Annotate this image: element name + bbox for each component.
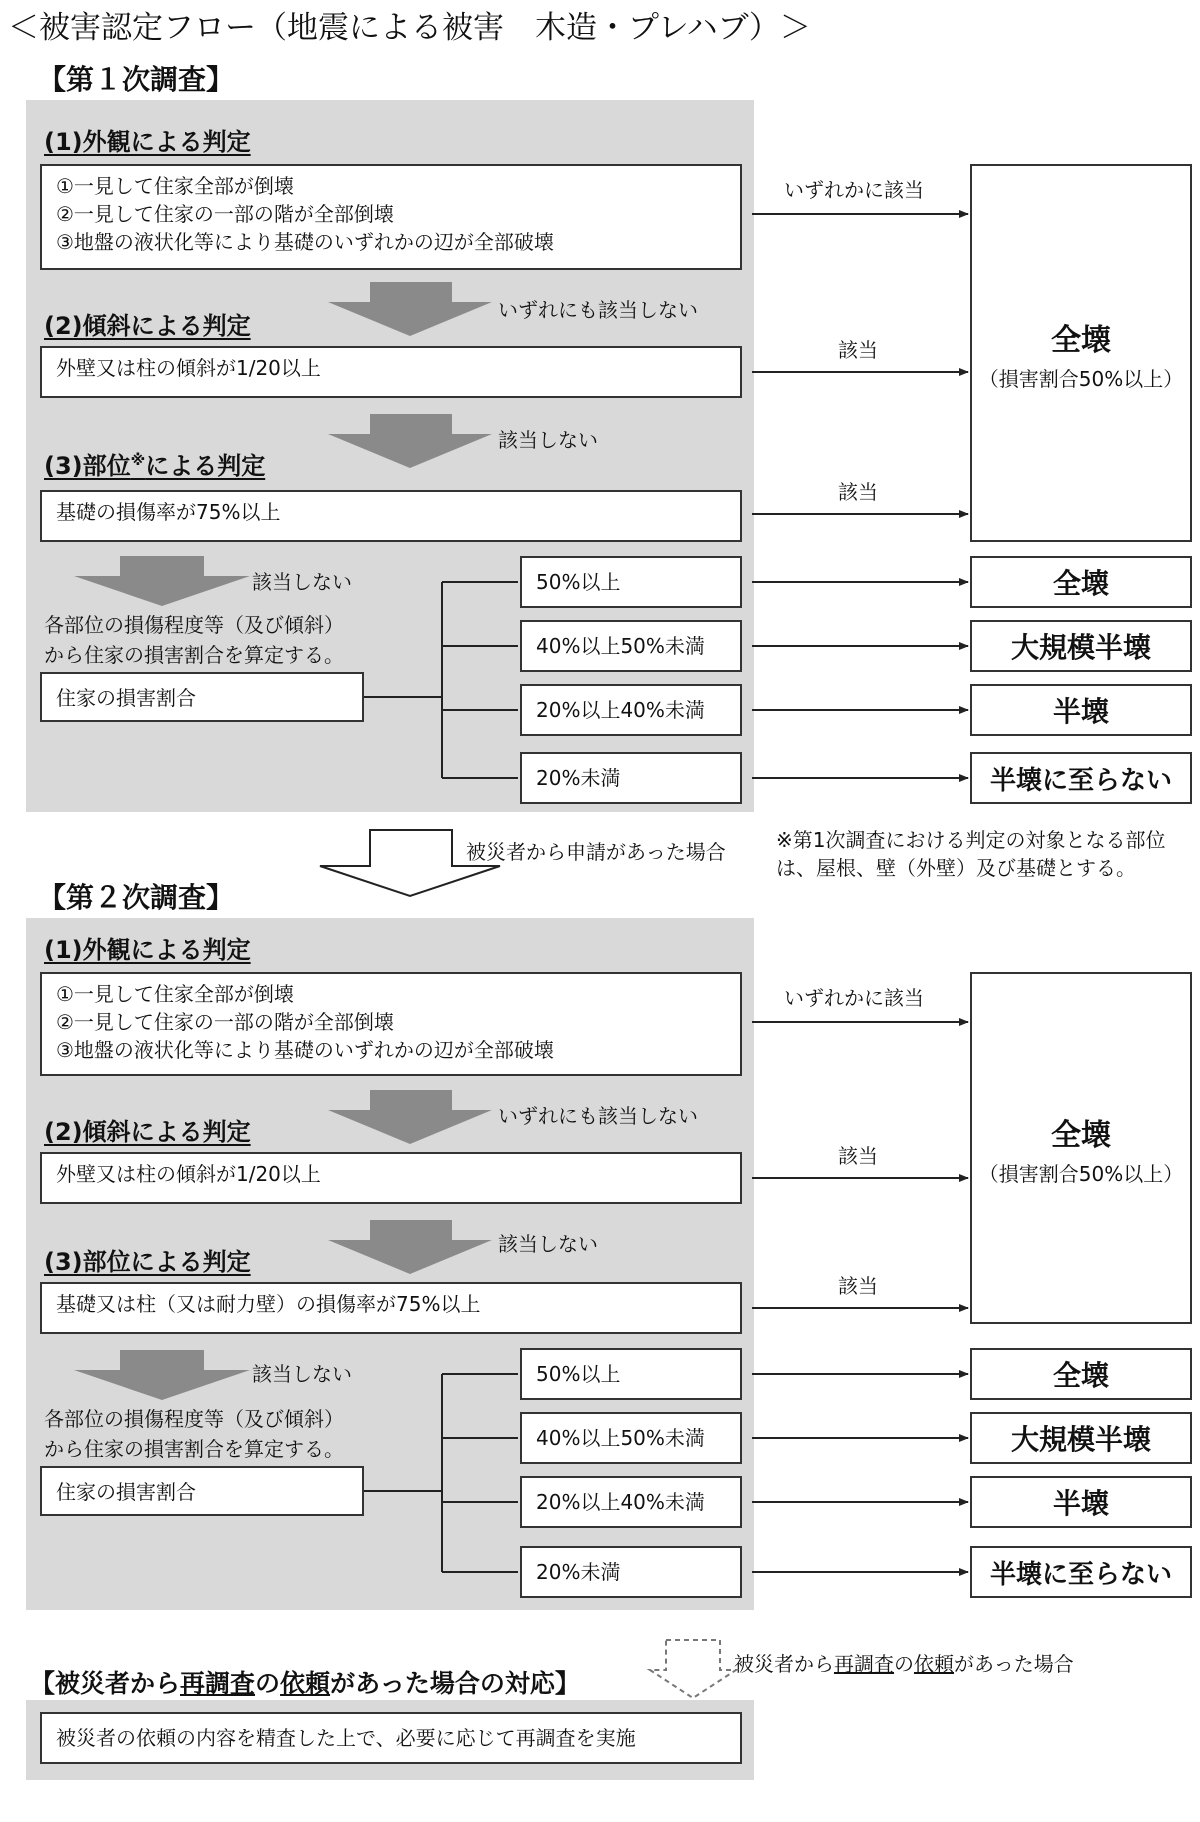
survey2-step1-no-label: いずれにも該当しない <box>498 1104 698 1128</box>
survey1-total-sub: （損害割合50%以上） <box>978 366 1184 391</box>
survey1-step3-title: (3)部位※による判定 <box>44 451 266 480</box>
survey1-step1-no-label: いずれにも該当しない <box>498 298 698 322</box>
survey1-step2-arrow-label: 該当 <box>838 338 878 362</box>
survey2-step1-title: (1)外観による判定 <box>44 936 251 964</box>
survey2-range-box: 50%以上 <box>520 1348 742 1400</box>
footnote: ※第1次調査における判定の対象となる部位は、屋根、壁（外壁）及び基礎とする。 <box>776 828 1166 880</box>
survey2-step1-item: ③地盤の液状化等により基礎のいずれかの辺が全部破壊 <box>56 1038 554 1062</box>
survey1-total-main: 全壊 <box>1051 322 1111 358</box>
survey1-result-box: 全壊 <box>970 556 1192 608</box>
survey2-header: 【第２次調査】 <box>38 881 235 914</box>
survey2-step2-title: (2)傾斜による判定 <box>44 1118 251 1146</box>
survey2-result-box: 大規模半壊 <box>970 1412 1192 1464</box>
survey1-step1-item: ③地盤の液状化等により基礎のいずれかの辺が全部破壊 <box>56 230 554 254</box>
survey2-range-box: 20%未満 <box>520 1546 742 1598</box>
survey2-step3-arrow-label: 該当 <box>838 1274 878 1298</box>
survey1-step1-item: ②一見して住家の一部の階が全部倒壊 <box>56 202 394 226</box>
page-title: ＜被害認定フロー（地震による被害 木造・プレハブ）＞ <box>8 10 811 46</box>
survey2-step2-arrow-label: 該当 <box>838 1144 878 1168</box>
footnote-mark: ※ <box>130 451 146 469</box>
survey2-result-box: 半壊 <box>970 1476 1192 1528</box>
survey1-step1-item: ①一見して住家全部が倒壊 <box>56 174 294 198</box>
survey2-step1-arrow-label: いずれかに該当 <box>784 986 924 1010</box>
down-block-arrow <box>328 414 492 468</box>
survey2-step1-item: ①一見して住家全部が倒壊 <box>56 982 294 1006</box>
survey2-total-main: 全壊 <box>1051 1117 1111 1153</box>
resurvey-header: 【被災者から再調査の依頼があった場合の対応】 <box>30 1669 580 1698</box>
survey2-step1-item: ②一見して住家の一部の階が全部倒壊 <box>56 1010 394 1034</box>
survey2-step2-no-label: 該当しない <box>498 1232 598 1256</box>
down-block-arrow <box>328 282 492 336</box>
survey2-result-box: 全壊 <box>970 1348 1192 1400</box>
survey1-range-box: 20%以上40%未満 <box>520 684 742 736</box>
down-block-arrow <box>328 1090 492 1144</box>
down-block-arrow <box>74 1350 250 1400</box>
survey1-range-box: 20%未満 <box>520 752 742 804</box>
survey1-result-box: 大規模半壊 <box>970 620 1192 672</box>
survey1-result-box: 半壊に至らない <box>970 752 1192 804</box>
survey2-ratio-label: 住家の損害割合 <box>56 1480 196 1504</box>
survey1-step2-no-label: 該当しない <box>498 428 598 452</box>
survey1-calc-text: 各部位の損傷程度等（及び傾斜） から住家の損害割合を算定する。 <box>44 613 344 667</box>
survey1-header: 【第１次調査】 <box>38 63 235 96</box>
survey1-ratio-label: 住家の損害割合 <box>56 686 196 710</box>
survey1-step1-arrow-label: いずれかに該当 <box>784 178 924 202</box>
survey1-step3-no-label: 該当しない <box>252 570 352 594</box>
resurvey-dashed-arrow <box>650 1640 736 1698</box>
survey1-step1-title: (1)外観による判定 <box>44 128 251 156</box>
survey1-step3-arrow-label: 該当 <box>838 480 878 504</box>
resurvey-label: 被災者から再調査の依頼があった場合 <box>734 1652 1074 1676</box>
survey2-step3-no-label: 該当しない <box>252 1362 352 1386</box>
survey2-step3-title: (3)部位による判定 <box>44 1248 251 1276</box>
survey2-range-box: 40%以上50%未満 <box>520 1412 742 1464</box>
survey2-step2-text: 外壁又は柱の傾斜が1/20以上 <box>56 1162 321 1186</box>
survey2-range-box: 20%以上40%未満 <box>520 1476 742 1528</box>
transition-label: 被災者から申請があった場合 <box>466 840 726 864</box>
survey2-total-sub: （損害割合50%以上） <box>978 1161 1184 1186</box>
survey1-range-box: 40%以上50%未満 <box>520 620 742 672</box>
survey2-result-box: 半壊に至らない <box>970 1546 1192 1598</box>
transition-arrow <box>320 830 500 896</box>
survey1-step2-title: (2)傾斜による判定 <box>44 312 251 340</box>
resurvey-text: 被災者の依頼の内容を精査した上で、必要に応じて再調査を実施 <box>56 1726 636 1750</box>
down-block-arrow <box>328 1220 492 1274</box>
survey1-result-box: 半壊 <box>970 684 1192 736</box>
survey2-step3-text: 基礎又は柱（又は耐力壁）の損傷率が75%以上 <box>56 1292 481 1316</box>
survey2-calc-text: 各部位の損傷程度等（及び傾斜） から住家の損害割合を算定する。 <box>44 1407 344 1461</box>
survey1-step2-text: 外壁又は柱の傾斜が1/20以上 <box>56 356 321 380</box>
down-block-arrow <box>74 556 250 606</box>
survey1-range-box: 50%以上 <box>520 556 742 608</box>
survey1-step3-text: 基礎の損傷率が75%以上 <box>56 500 281 524</box>
